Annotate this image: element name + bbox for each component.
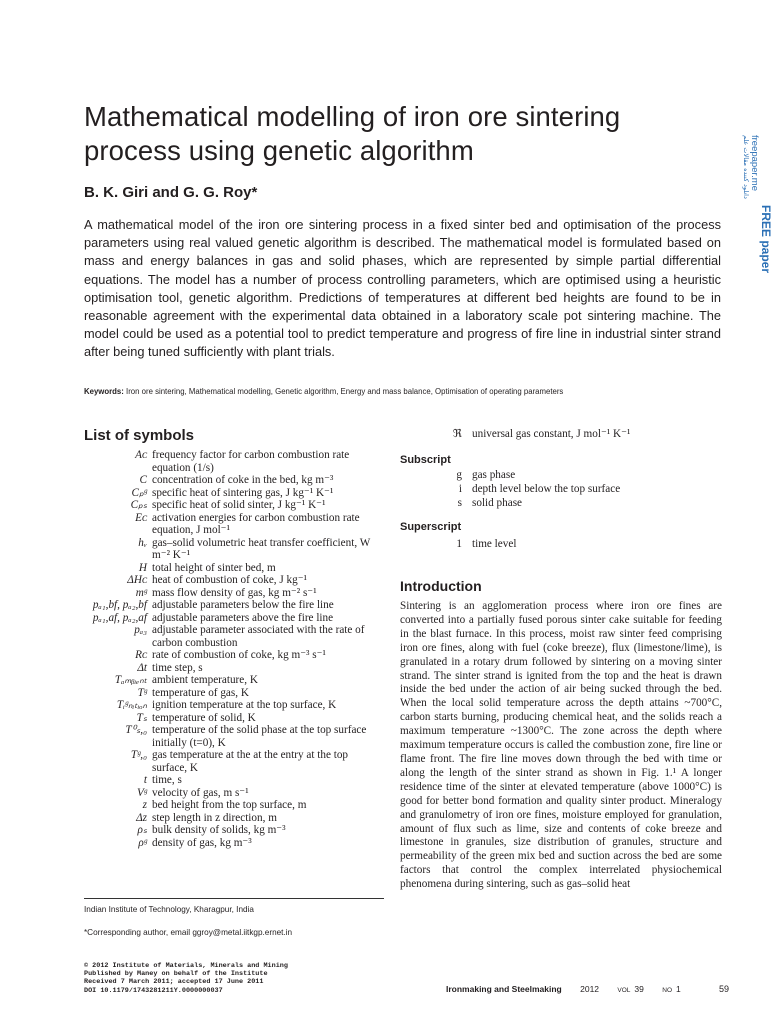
journal-issue: 1: [676, 984, 681, 994]
symbol-row: [84, 574, 384, 587]
abstract: A mathematical model of the iron ore sintering process in a fixed sinter bed and optimisation of the process parameters using real valued genetic algorithm is described. The mathematical model is formulated based on mass and energy balances in gas and solid phases, which are represented by simple partial differential equations. The model has a number of process controlling parameters, which are optimised using a heuristic optimisation tool, genetic algorithm. Predictions of temperatures at different bed heights are found to be in reasonable agreement with the experimental data obtained in a laboratory scale pot sintering machine. The model could be used as a potential tool to predict temperature and progress of fire line in industrial sinter strand after being tuned sufficiently with plant trials.: [84, 217, 721, 360]
symbol-definition: gas–solid volumetric heat transfer coefficient, W m⁻² K⁻¹: [152, 536, 371, 561]
received-line: Received 7 March 2011; accepted 17 June 2011: [84, 978, 264, 987]
symbols-list: [84, 449, 384, 849]
symbol-definition: heat of combustion of coke, J kg⁻¹: [152, 574, 307, 586]
symbol-definition: velocity of gas, m s⁻¹: [152, 786, 249, 799]
symbol-definition: time step, s: [152, 661, 203, 674]
symbol-definition: bulk density of solids, kg m⁻³: [152, 824, 286, 836]
subscript-section: [400, 454, 722, 510]
symbol-definition: total height of sinter bed, m: [152, 561, 276, 574]
subscript-definition: gas phase: [472, 469, 516, 481]
symbol-row: [84, 724, 384, 749]
symbol-row: [84, 474, 384, 487]
symbol-row: [84, 649, 384, 662]
watermark-site: freepaper.me: [749, 135, 760, 191]
symbol-row: [84, 624, 384, 649]
authors: B. K. Giri and G. G. Roy*: [84, 184, 258, 201]
symbol-row: [84, 712, 384, 725]
symbol-definition: rate of combustion of coke, kg m⁻³ s⁻¹: [152, 649, 326, 661]
symbol-definition: adjustable parameters below the fire line: [152, 599, 334, 611]
subscript-symbol: g: [456, 469, 462, 481]
symbol: hᵥ: [138, 536, 147, 549]
watermark-arabic: دانلود کننده مقالات علم: [742, 135, 750, 199]
superscript-definition: time level: [472, 538, 517, 550]
symbol-row: [84, 499, 384, 512]
symbol-row: [84, 449, 384, 474]
symbol: z: [142, 799, 147, 811]
symbol-row: [84, 512, 384, 537]
symbol: Eᴄ: [135, 511, 147, 524]
symbol-definition: adjustable parameter associated with the rate of carbon combustion: [152, 624, 365, 649]
symbol-row: [84, 787, 384, 800]
superscript-symbol: 1: [456, 538, 462, 550]
publisher-line: Published by Maney on behalf of the Institute: [84, 970, 268, 979]
symbol-definition: gas temperature at the at the entry at the top surface, K: [152, 749, 349, 774]
symbol: H: [138, 561, 147, 574]
symbol-row: [84, 749, 384, 774]
gas-constant-symbol: ℜ: [452, 428, 462, 440]
journal-footer: [446, 984, 697, 994]
symbol-definition: step length in z direction, m: [152, 811, 277, 824]
symbol-row: [84, 487, 384, 500]
symbol: Vᵍ: [136, 786, 147, 799]
symbol: Tᵢᵍₙᵢₜᵢₒₙ: [116, 699, 147, 711]
symbol-definition: temperature of the solid phase at the top surface initially (t=0), K: [152, 724, 367, 749]
symbol-definition: ignition temperature at the top surface, K: [152, 699, 337, 711]
footnotes: [84, 904, 384, 938]
symbol-row: [84, 799, 384, 812]
subscript-symbol: s: [457, 497, 462, 509]
superscript-heading: Superscript: [400, 521, 462, 533]
symbol: Tᵍ: [137, 686, 147, 699]
doi-line: DOI 10.1179/1743281211Y.0000000037: [84, 986, 223, 995]
symbol-definition: ambient temperature, K: [152, 674, 258, 686]
symbol: Δz: [136, 811, 147, 824]
journal-volume: 39: [634, 984, 644, 994]
symbol: ΔHᴄ: [127, 574, 147, 586]
footnote-divider: [84, 898, 384, 899]
subscript-definition: depth level below the top surface: [472, 483, 621, 495]
symbol-row: [84, 612, 384, 625]
symbol-definition: time, s: [152, 774, 182, 786]
superscript-row: [400, 537, 722, 551]
subscript-row: [400, 496, 722, 510]
gas-constant-row: [400, 427, 630, 440]
symbol-definition: frequency factor for carbon combustion rate equation (1/s): [152, 449, 350, 474]
subscript-row: [400, 482, 722, 496]
symbol-row: [84, 587, 384, 600]
affiliation: Indian Institute of Technology, Kharagpur, India: [84, 905, 254, 914]
symbol: Cₚᵍ: [131, 486, 147, 499]
symbol-definition: bed height from the top surface, m: [152, 799, 307, 811]
symbol: t: [143, 774, 147, 786]
symbol-definition: activation energies for carbon combustion rate equation, J mol⁻¹: [152, 511, 360, 536]
symbol: Δt: [137, 661, 147, 674]
symbols-heading: List of symbols: [84, 427, 195, 444]
symbol-definition: temperature of solid, K: [152, 711, 256, 724]
symbol: pₐ₃: [134, 624, 147, 636]
symbol-definition: temperature of gas, K: [152, 686, 249, 699]
symbol: Rᴄ: [135, 649, 147, 661]
symbol-definition: mass flow density of gas, kg m⁻² s⁻¹: [152, 586, 317, 599]
gas-constant-def: universal gas constant, J mol⁻¹ K⁻¹: [472, 428, 631, 440]
vol-label: VOL: [617, 987, 631, 994]
subscript-symbol: i: [458, 483, 462, 495]
symbol: pₐ₁,bf, pₐ₂,bf: [92, 599, 147, 611]
symbol-row: [84, 599, 384, 612]
symbol: Aᴄ: [135, 449, 147, 461]
no-label: NO: [662, 987, 673, 994]
symbol-definition: density of gas, kg m⁻³: [152, 836, 252, 849]
symbol-definition: specific heat of solid sinter, J kg⁻¹ K⁻¹: [152, 499, 326, 511]
symbol: mᵍ: [135, 586, 147, 599]
subscript-definition: solid phase: [472, 497, 523, 509]
symbol: Tₛ: [136, 711, 147, 724]
copyright-line: © 2012 Institute of Materials, Minerals and Mining: [84, 962, 288, 970]
symbol-definition: concentration of coke in the bed, kg m⁻³: [152, 474, 334, 486]
journal-year: 2012: [580, 984, 600, 994]
symbol: T⁰ₛ,₀: [125, 724, 147, 736]
symbol-row: [84, 824, 384, 837]
symbol-definition: adjustable parameters above the fire line: [152, 611, 334, 624]
journal-name: Ironmaking and Steelmaking: [446, 984, 562, 994]
symbol-row: [84, 687, 384, 700]
watermark-brand: FREE paper: [759, 205, 773, 274]
keywords-text: Iron ore sintering, Mathematical modelling, Genetic algorithm, Energy and mass balance, Optimisation of operating parameters: [126, 387, 564, 396]
symbol-row: [84, 774, 384, 787]
symbol: ρₛ: [137, 824, 147, 836]
symbol: Tₐₘᵦᵢₑₙₜ: [114, 674, 147, 686]
symbol: Cₚₛ: [130, 499, 147, 511]
symbol: pₐ₁,af, pₐ₂,af: [92, 611, 147, 624]
keywords-label: Keywords:: [84, 387, 124, 396]
introduction-heading: Introduction: [400, 578, 482, 594]
keywords: [84, 387, 724, 396]
symbol-row: [84, 837, 384, 850]
symbol-row: [84, 812, 384, 825]
symbol-row: [84, 674, 384, 687]
introduction-text: Sintering is an agglomeration process where iron ore fines are converted into a partially fused porous sinter cake suitable for feeding in the blast furnace. In this process, moist raw sinter feed comprising iron ore fines, along with fuel (coke breeze), flux (limestone/lime), is granulated in a rotary drum followed by sintering on a moving sinter strand. The sinter strand is ignited from the top and the heat is drawn inside the bed under the action of air being sucked through the bed. When the local solid temperature across the depth attains ~700°C, carbon starts burning, producing chemical heat, and the solids reach a maximum temperature ~1300°C. The zone across the depth where maximum temperature occurs is called the combustion zone, fire line or flame front. The fire line moves down through the bed with time or along the length of the sinter strand as shown in Fig. 1.¹ A longer residence time of the sinter at elevated temperature (above 1000°C) is good for better bond formation and quality sinter product. Mineralogy and granulometry of iron ore fines, moisture employed for granulation, amount of flux such as lime, size and contents of coke breeze and limestone in granules, size distribution of granules, structure and permeability of the green mix bed and suction across the bed are some factors that control the complex interrelated physiochemical phenomena during sintering, such as gas–solid heat: [400, 600, 722, 891]
symbol-row: [84, 537, 384, 562]
corresponding-author: *Corresponding author, email ggroy@metal.iitkgp.ernet.in: [84, 928, 293, 937]
symbol: C: [139, 474, 147, 486]
freepaper-watermark[interactable]: [738, 133, 774, 274]
symbol-row: [84, 699, 384, 712]
symbol: ρᵍ: [138, 836, 147, 849]
symbol-row: [84, 662, 384, 675]
copyright-block: [84, 962, 288, 995]
subscript-heading: Subscript: [400, 454, 451, 466]
paper-title: Mathematical modelling of iron ore sintering process using genetic algorithm: [84, 101, 621, 166]
symbol-definition: specific heat of sintering gas, J kg⁻¹ K⁻¹: [152, 486, 334, 499]
symbol-row: [84, 562, 384, 575]
superscript-section: [400, 521, 722, 551]
page-number: 59: [719, 984, 730, 994]
subscript-row: [400, 468, 722, 482]
symbol: Tᵍ,₀: [130, 749, 147, 761]
